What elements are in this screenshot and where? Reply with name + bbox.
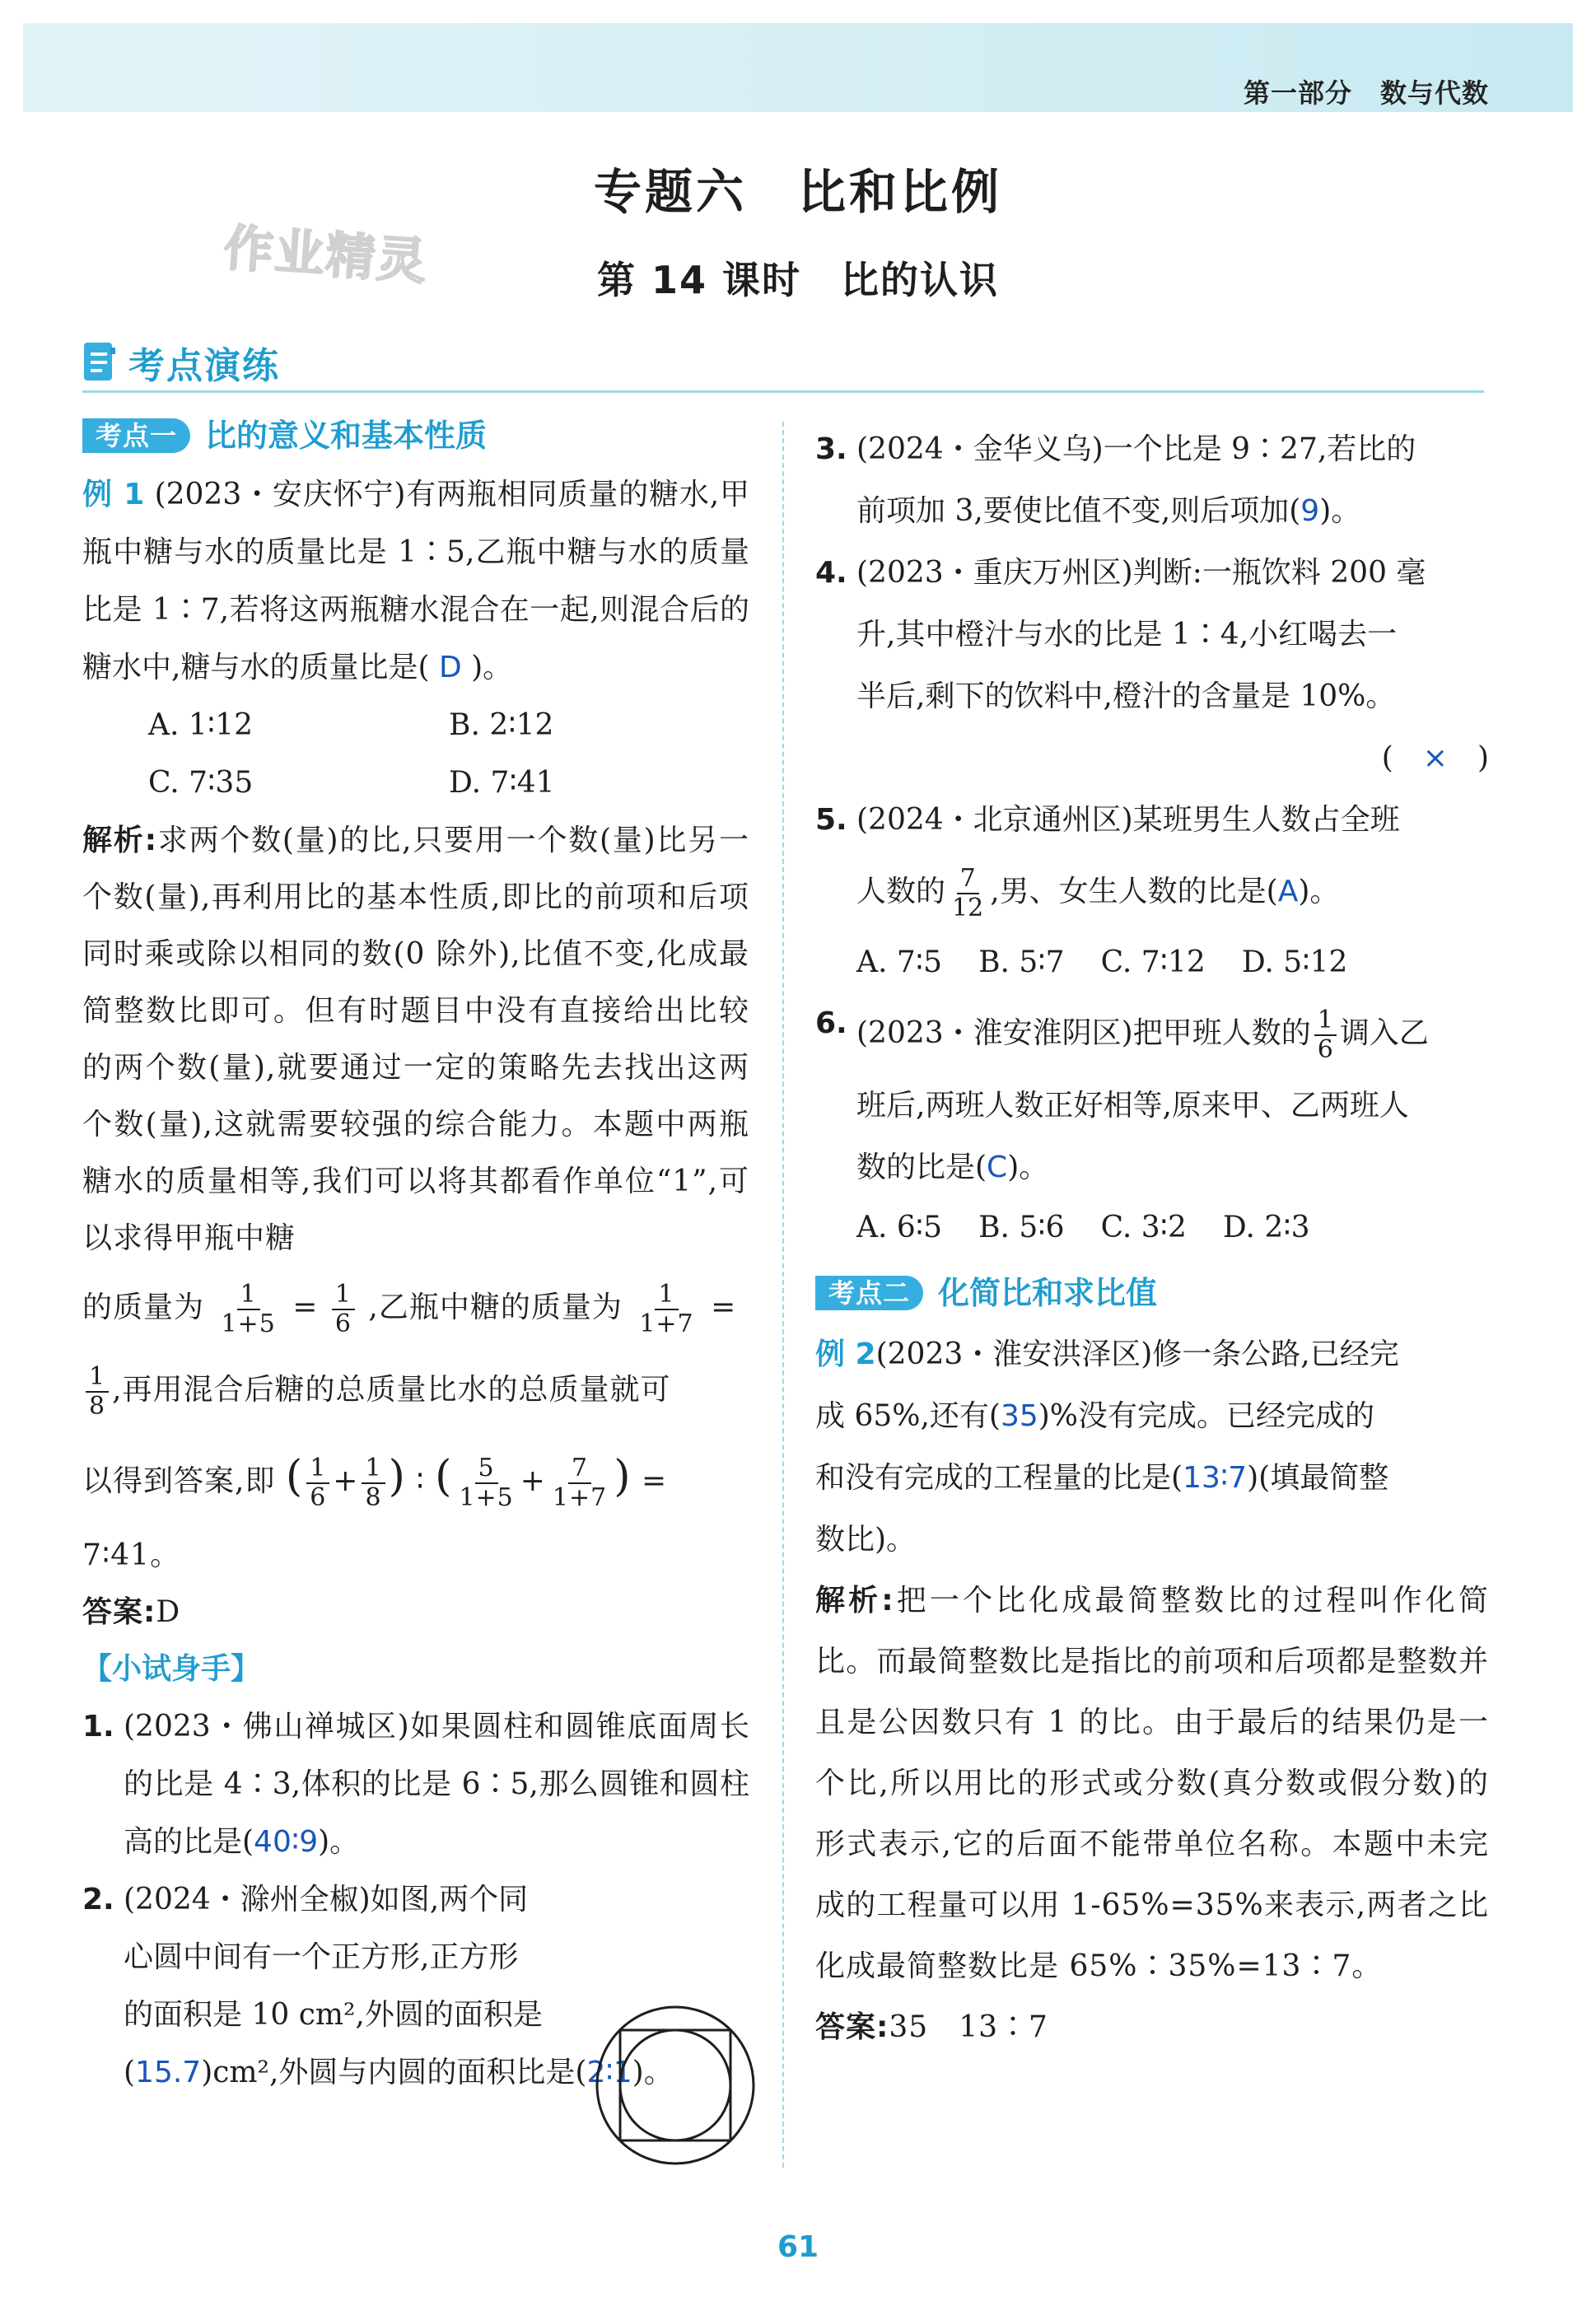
question-2-line-3: 的面积是 10 cm²,外圆的面积是 (124, 1998, 543, 2032)
question-4 (815, 542, 1489, 789)
example-1-options (82, 697, 749, 812)
analysis-1-line-a (82, 1267, 749, 1349)
example-2 (815, 1323, 1489, 1571)
fraction (362, 1454, 385, 1512)
option-c: C. 3∶2 (1100, 1211, 1187, 1244)
fraction (86, 1363, 109, 1421)
question-4-line-1: (2023・重庆万州区)判断:一瓶饮料 200 毫 (856, 556, 1426, 590)
example-2-text: 成 65%,还有( (815, 1399, 1001, 1433)
fraction (455, 1454, 516, 1512)
option-a: A. 1∶12 (148, 708, 253, 742)
option-a: A. 6∶5 (856, 1211, 943, 1244)
question-6-close: )。 (1007, 1151, 1049, 1184)
option-a: A. 7∶5 (856, 945, 943, 979)
analysis-2-text: 把一个比化成最简整数比的过程叫作化简比。而最简整数比是指比的前项和后项都是整数并且是公因数只有 1 的比。由于最后的结果仍是一个比,所以用比的形式或分数(真分数或假分数)的形式表示,它的后面不能带单位名称。本题中未完成的工程量可以用 1-65%=35%来表示,两者之比化成最简整数比是 65%∶35%=13∶7。 (815, 1584, 1489, 1983)
question-2-line-1: (2024・滁州全椒)如图,两个同 (124, 1883, 529, 1916)
header-breadcrumb (1244, 72, 1489, 110)
answer-2-label: 答案: (815, 2010, 889, 2044)
question-4-answer: × (1422, 741, 1448, 775)
analysis-text: 的质量为 (82, 1291, 205, 1324)
example-1-close: )。 (471, 651, 513, 684)
option-b: B. 5∶6 (978, 1211, 1065, 1244)
example-2-text: (2023・淮安洪泽区)修一条公路,已经完 (875, 1337, 1399, 1371)
page-title: 专题六 比和比例 (593, 164, 1002, 220)
analysis-text: ,乙瓶中糖的质量为 (368, 1291, 623, 1324)
example-2-text: )%没有完成。已经完成的 (1038, 1399, 1375, 1433)
watermark: 作业精灵 (222, 219, 430, 292)
fraction-den: 1+7 (639, 1309, 694, 1338)
try-it-heading: 【小试身手】 (82, 1652, 261, 1686)
option-d: D. 7∶41 (449, 766, 555, 800)
paren-close: ) (388, 1452, 406, 1501)
question-1-answer: 40∶9 (254, 1825, 319, 1859)
question-5-body (856, 789, 1489, 933)
analysis-text: 以得到答案,即 (82, 1464, 276, 1498)
analysis-2-label: 解析: (815, 1584, 894, 1617)
fraction-num: 1 (655, 1281, 678, 1310)
fraction-num: 5 (475, 1454, 498, 1484)
fraction-den: 8 (365, 1483, 382, 1512)
fraction-num: 1 (362, 1454, 385, 1484)
question-4-mark-line (856, 727, 1489, 789)
question-1-text: (2023・佛山禅城区)如果圆柱和圆锥底面周长的比是 4∶3,体积的比是 6∶5,那么圆锥和圆柱高的比是( (124, 1710, 749, 1859)
fraction (306, 1454, 329, 1512)
question-5-close: )。 (1298, 875, 1340, 908)
question-4-text: ) (1477, 741, 1489, 775)
fraction-den: 6 (334, 1309, 352, 1338)
page-number: 61 (777, 2230, 819, 2264)
fraction-num: 7 (568, 1454, 591, 1484)
question-6-body (856, 992, 1489, 1198)
analysis-1-label: 解析: (82, 824, 157, 857)
example-2-answer-2: 13∶7 (1183, 1461, 1248, 1495)
question-2-text: )cm²,外圆与内圆的面积比是( (201, 2056, 587, 2089)
fraction (636, 1281, 697, 1338)
question-3-answer: 9 (1300, 494, 1320, 528)
analysis-1 (82, 812, 749, 1267)
answer-2 (815, 1997, 1489, 2058)
question-2-line-2: 心圆中间有一个正方形,正方形 (124, 1940, 519, 1974)
example-2-text: 和没有完成的工程量的比是( (815, 1461, 1183, 1495)
answer-1 (82, 1584, 749, 1641)
option-b: B. 2∶12 (449, 708, 554, 742)
question-3-num: 3. (815, 432, 847, 466)
kaodian-1-title: 比的意义和基本性质 (205, 418, 488, 454)
kaodian-2-header (815, 1276, 1489, 1310)
question-5-options (815, 933, 1489, 992)
fraction-num: 1 (237, 1281, 260, 1310)
example-2-line-2 (815, 1385, 1489, 1447)
question-4-line-3: 半后,剩下的饮料中,橙汁的含量是 10%。 (856, 679, 1396, 713)
option-d: D. 5∶12 (1241, 945, 1348, 979)
question-6-text: (2023・淮安淮阴区)把甲班人数的 (856, 1016, 1311, 1050)
fraction-den: 12 (952, 894, 984, 922)
answer-1-value: D (156, 1595, 181, 1629)
fraction (217, 1281, 278, 1338)
fraction-den: 6 (1317, 1035, 1333, 1064)
answer-1-label: 答案: (82, 1595, 156, 1629)
analysis-text: = (641, 1464, 668, 1498)
fraction-num: 7 (957, 865, 979, 894)
example-2-line-3 (815, 1447, 1489, 1509)
example-2-text: )(填最简整 (1247, 1461, 1389, 1495)
fraction-den: 1+5 (221, 1309, 276, 1338)
question-2-text: )。 (632, 2056, 674, 2089)
question-5-text: 人数的 (856, 875, 946, 908)
fraction-den: 1+7 (552, 1483, 608, 1512)
kaodian-2-badge: 考点二 (815, 1276, 923, 1310)
example-1-label: 例 1 (82, 478, 145, 511)
option-c: C. 7∶12 (1100, 945, 1206, 979)
paren-open: ( (435, 1452, 453, 1501)
question-6-num: 6. (815, 1006, 847, 1040)
fraction-den: 1+5 (459, 1483, 514, 1512)
fraction-num: 1 (1314, 1006, 1337, 1036)
left-column (82, 418, 749, 2102)
question-1-num: 1. (82, 1710, 114, 1744)
analysis-text: ,再用混合后糖的总质量比水的总质量就可 (112, 1373, 671, 1407)
fraction-den: 6 (310, 1483, 327, 1512)
question-5-num: 5. (815, 803, 847, 837)
example-2-label: 例 2 (815, 1337, 876, 1371)
notebook-icon (82, 341, 117, 384)
question-4-body (856, 542, 1489, 789)
fraction (949, 865, 987, 922)
fraction-num: 1 (86, 1363, 109, 1393)
question-6-text: 调入乙 (1339, 1016, 1429, 1050)
header-part: 第一部分 (1243, 77, 1352, 109)
question-2-text: ( (124, 2056, 136, 2089)
answer-2-value: 35 13∶7 (889, 2010, 1048, 2044)
kaodian-1-header (82, 418, 749, 453)
fraction (1314, 1006, 1337, 1064)
question-3-text: 前项加 3,要使比值不变,则后项加( (856, 494, 1301, 528)
example-2-line-1 (815, 1323, 1489, 1385)
concentric-circles-figure (593, 2003, 758, 2171)
analysis-text: = (711, 1291, 737, 1324)
fraction (332, 1281, 355, 1338)
question-4-text: ( (1381, 741, 1393, 775)
question-3-body (856, 418, 1489, 542)
question-3-close: )。 (1319, 494, 1361, 528)
analysis-1-text: 求两个数(量)的比,只要用一个数(量)比另一个数(量),再利用比的基本性质,即比的前项和后项同时乘或除以相同的数(0 除外),比值不变,化成最简整数比即可。但有时题目中没有直接给出比较的两个数(量),就要通过一定的策略先去找出这两个数(量),这就需要较强的综合能力。本题中两瓶糖水的质量相等,我们可以将其都看作单位“1”,可以求得甲瓶中糖 (82, 824, 749, 1255)
analysis-1-line-d: 7∶41。 (82, 1538, 181, 1572)
question-6-line-1 (856, 992, 1489, 1075)
kaodian-2-title: 化简比和求比值 (938, 1275, 1158, 1311)
example-2-answer-1: 35 (1000, 1399, 1038, 1433)
column-divider (782, 422, 784, 2168)
question-2-answer-1: 15.7 (135, 2056, 202, 2089)
question-6-options (815, 1198, 1489, 1258)
example-2-line-4: 数比)。 (815, 1523, 917, 1557)
fraction-num: 1 (306, 1454, 329, 1484)
right-column (815, 418, 1489, 2058)
example-1 (82, 466, 749, 697)
question-6-line-2: 班后,两班人数正好相等,原来甲、乙两班人 (856, 1089, 1409, 1123)
question-4-num: 4. (815, 556, 847, 590)
option-c: C. 7∶35 (148, 766, 254, 800)
question-3-line-2 (856, 480, 1489, 542)
example-1-text: (2023・安庆怀宁)有两瓶相同质量的糖水,甲瓶中糖与水的质量比是 1∶5,乙瓶中糖与水的质量比是 1∶7,若将这两瓶糖水混合在一起,则混合后的糖水中,糖与水的质量比是( (82, 478, 749, 684)
header-topic: 数与代数 (1379, 77, 1489, 109)
section-header (82, 336, 280, 389)
question-6 (815, 992, 1489, 1198)
kaodian-1-badge: 考点一 (82, 418, 190, 453)
question-3 (815, 418, 1489, 542)
question-5-line-1: (2024・北京通州区)某班男生人数占全班 (856, 803, 1400, 837)
question-1 (82, 1698, 749, 1871)
fraction-den: 8 (89, 1392, 106, 1421)
analysis-text: = (292, 1291, 319, 1324)
example-1-answer: D (438, 651, 462, 684)
analysis-text: ∶ (416, 1464, 425, 1498)
paren-open: ( (285, 1452, 304, 1501)
lesson-title: 第 14 课时 比的认识 (596, 258, 1000, 302)
question-6-answer: C (987, 1151, 1008, 1184)
question-6-line-3 (856, 1137, 1489, 1198)
fraction-num: 1 (332, 1281, 355, 1310)
analysis-1-line-b (82, 1349, 749, 1431)
question-2-answer-2: 2∶1 (586, 2056, 632, 2089)
option-d: D. 2∶3 (1222, 1211, 1310, 1244)
section-divider (82, 390, 1484, 393)
question-2-num: 2. (82, 1883, 114, 1916)
analysis-1-line-c: 以得到答案,即 ( $\frac{1}{6}$ + $\frac{1}{8}$ ) ∶ ( $\frac{5}{1+5}$ + $\frac{7}{1+7}$ ) = (82, 1452, 668, 1512)
section-title: 考点演练 (128, 345, 280, 387)
question-3-line-1: (2024・金华义乌)一个比是 9∶27,若比的 (856, 432, 1416, 466)
question-5-text: ,男、女生人数的比是( (990, 875, 1278, 908)
fraction (549, 1454, 610, 1512)
question-5 (815, 789, 1489, 933)
question-5-line-2 (856, 851, 1489, 933)
question-1-close: )。 (318, 1825, 360, 1859)
question-4-line-2: 升,其中橙汁与水的比是 1∶4,小红喝去一 (856, 618, 1398, 651)
option-b: B. 5∶7 (978, 945, 1065, 979)
analysis-2 (815, 1571, 1489, 1997)
question-6-text: 数的比是( (856, 1151, 987, 1184)
question-1-body (124, 1698, 749, 1871)
paren-close: ) (614, 1452, 632, 1501)
question-5-answer: A (1277, 875, 1299, 908)
